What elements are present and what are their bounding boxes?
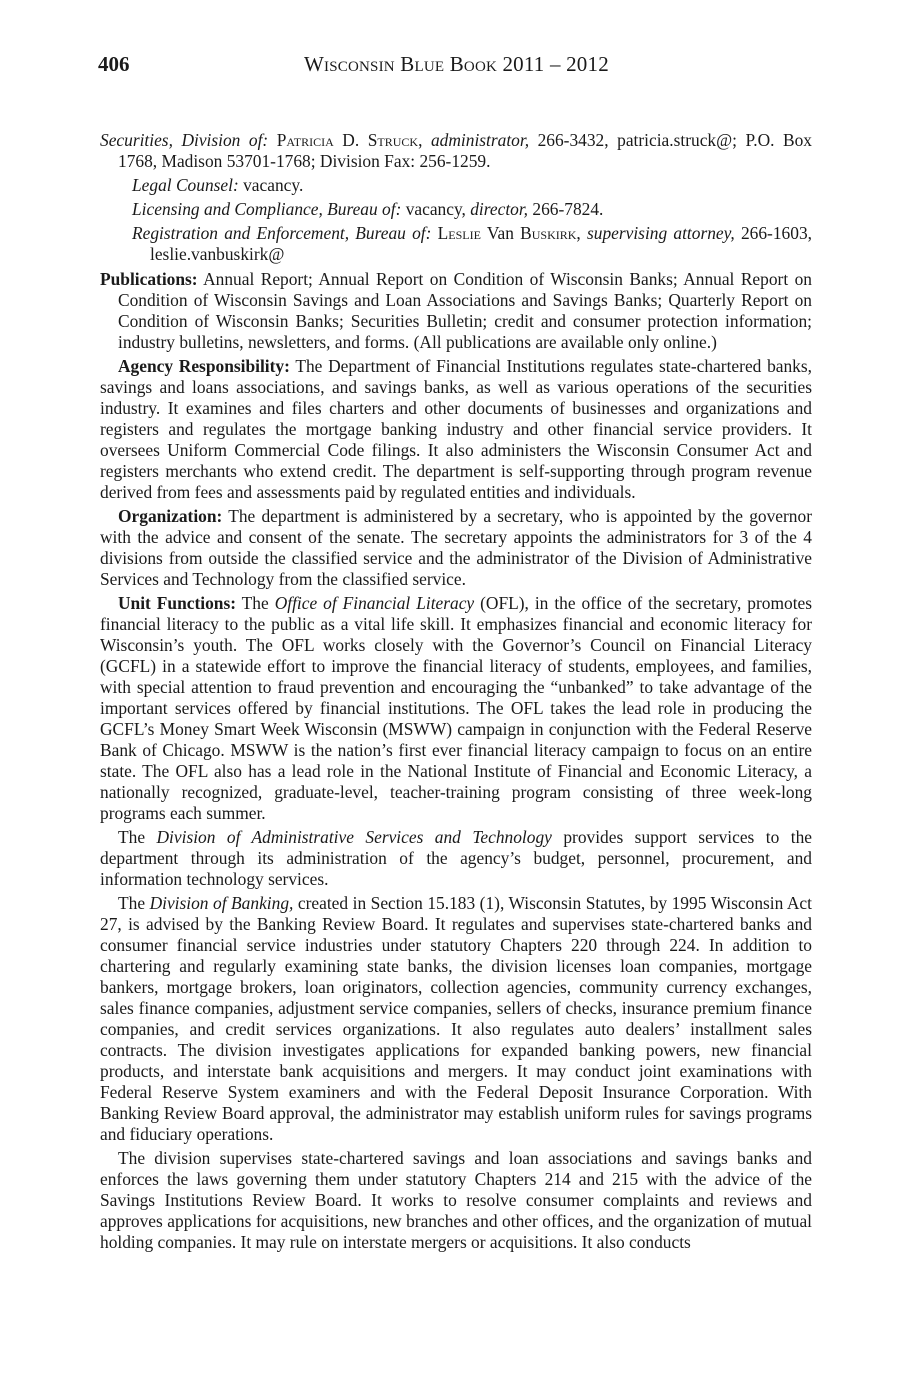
admin-services-paragraph: The Division of Administrative Services and Technology provides support services to the department through its administration of the agency’s budget, personnel, procurement, and information technology services. — [100, 827, 812, 889]
securities-division-entry: Securities, Division of: Patricia D. Struck, administrator, 266-3432, patricia.struck@; P.O. Box 1768, Madison 53701-1768; Division Fax: 256-1259. — [100, 130, 812, 171]
organization-paragraph: Organization: The department is administered by a secretary, who is appointed by the governor with the advice and consent of the senate. The secretary appoints the administrators for 3 of the 4 divisions from outside the classified service and the administrator of the Division of Administrative Services and Technology from the classified service. — [100, 506, 812, 589]
unit-functions-paragraph: Unit Functions: The Office of Financial Literacy (OFL), in the office of the secretary, promotes financial literacy to the public as a vital life skill. It emphasizes financial and economic literacy for Wisconsin’s youth. The OFL works closely with the Governor’s Council on Financial Literacy (GCFL) in a statewide effort to improve the financial literacy of students, employees, and families, with special attention to fraud prevention and encouraging the “unbanked” to take advantage of the important services offered by financial institutions. The OFL takes the lead role in producing the GCFL’s Money Smart Week Wisconsin (MSWW) campaign in conjunction with the Federal Reserve Bank of Chicago. MSWW is the nation’s first ever financial literacy campaign to focus on an entire state. The OFL also has a lead role in the National Institute of Financial and Economic Literacy, a nationally recognized, graduate-level, teacher-training program consisting of three week-long programs each summer. — [100, 593, 813, 823]
publications-paragraph: Publications: Annual Report; Annual Report on Condition of Wisconsin Banks; Annual Report on Condition of Wisconsin Savings and Loan Associations and Savings Banks; Quarterly Report on Condition of Wisconsin Banks; Securities Bulletin; credit and consumer protection information; industry bulletins, newsletters, and forms. (All publications are available only online.) — [100, 269, 812, 352]
agency-responsibility-paragraph: Agency Responsibility: The Department of Financial Institutions regulates state-chartered banks, savings and loans associations, and savings banks, as well as various operations of the securities industry. It examines and files charters and other documents of businesses and organizations and registers and regulates the mortgage banking industry and other financial service providers. It oversees Uniform Commercial Code filings. It also administers the Wisconsin Consumer Act and registers merchants who extend credit. The department is self-supporting through program revenue derived from fees and assessments paid by regulated entities and individuals. — [100, 356, 812, 502]
banking-division-paragraph: The Division of Banking, created in Section 15.183 (1), Wisconsin Statutes, by 1995 Wisconsin Act 27, is advised by the Banking Review Board. It regulates and supervises state-chartered banks and consumer financial service industries under statutory Chapters 220 through 224. In addition to chartering and regularly examining state banks, the division licenses loan companies, mortgage bankers, mortgage brokers, loan originators, collection agencies, community currency exchanges, sales finance companies, adjustment service companies, sellers of checks, insurance premium finance companies, and credit services organizations. It also regulates auto dealers’ installment sales contracts. The division investigates applications for expanded banking powers, new financial products, and interstate bank acquisitions and mergers. It may conduct joint examinations with Federal Reserve System examiners and with the Federal Deposit Insurance Corporation. With Banking Review Board approval, the administrator may establish uniform rules for savings programs and fiduciary operations. — [100, 893, 812, 1144]
running-title: Wisconsin Blue Book 2011 – 2012 — [304, 52, 609, 76]
page-number: 406 — [98, 52, 130, 76]
page-body — [100, 130, 812, 1256]
licensing-bureau-entry: Licensing and Compliance, Bureau of: vacancy, director, 266-7824. — [132, 199, 604, 219]
savings-paragraph: The division supervises state-chartered savings and loan associations and savings banks and enforces the laws governing them under statutory Chapters 214 and 215 with the advice of the Savings Institutions Review Board. It works to resolve consumer complaints and reviews and approves applications for acquisitions, new branches and other offices, and the organization of mutual holding companies. It may rule on interstate mergers or acquisitions. It also conducts — [100, 1148, 812, 1252]
registration-bureau-entry: Registration and Enforcement, Bureau of: Leslie Van Buskirk, supervising attorney, 266-1603, leslie.vanbuskirk@ — [132, 223, 812, 264]
page-header — [98, 52, 818, 82]
legal-counsel-entry: Legal Counsel: vacancy. — [132, 175, 304, 195]
